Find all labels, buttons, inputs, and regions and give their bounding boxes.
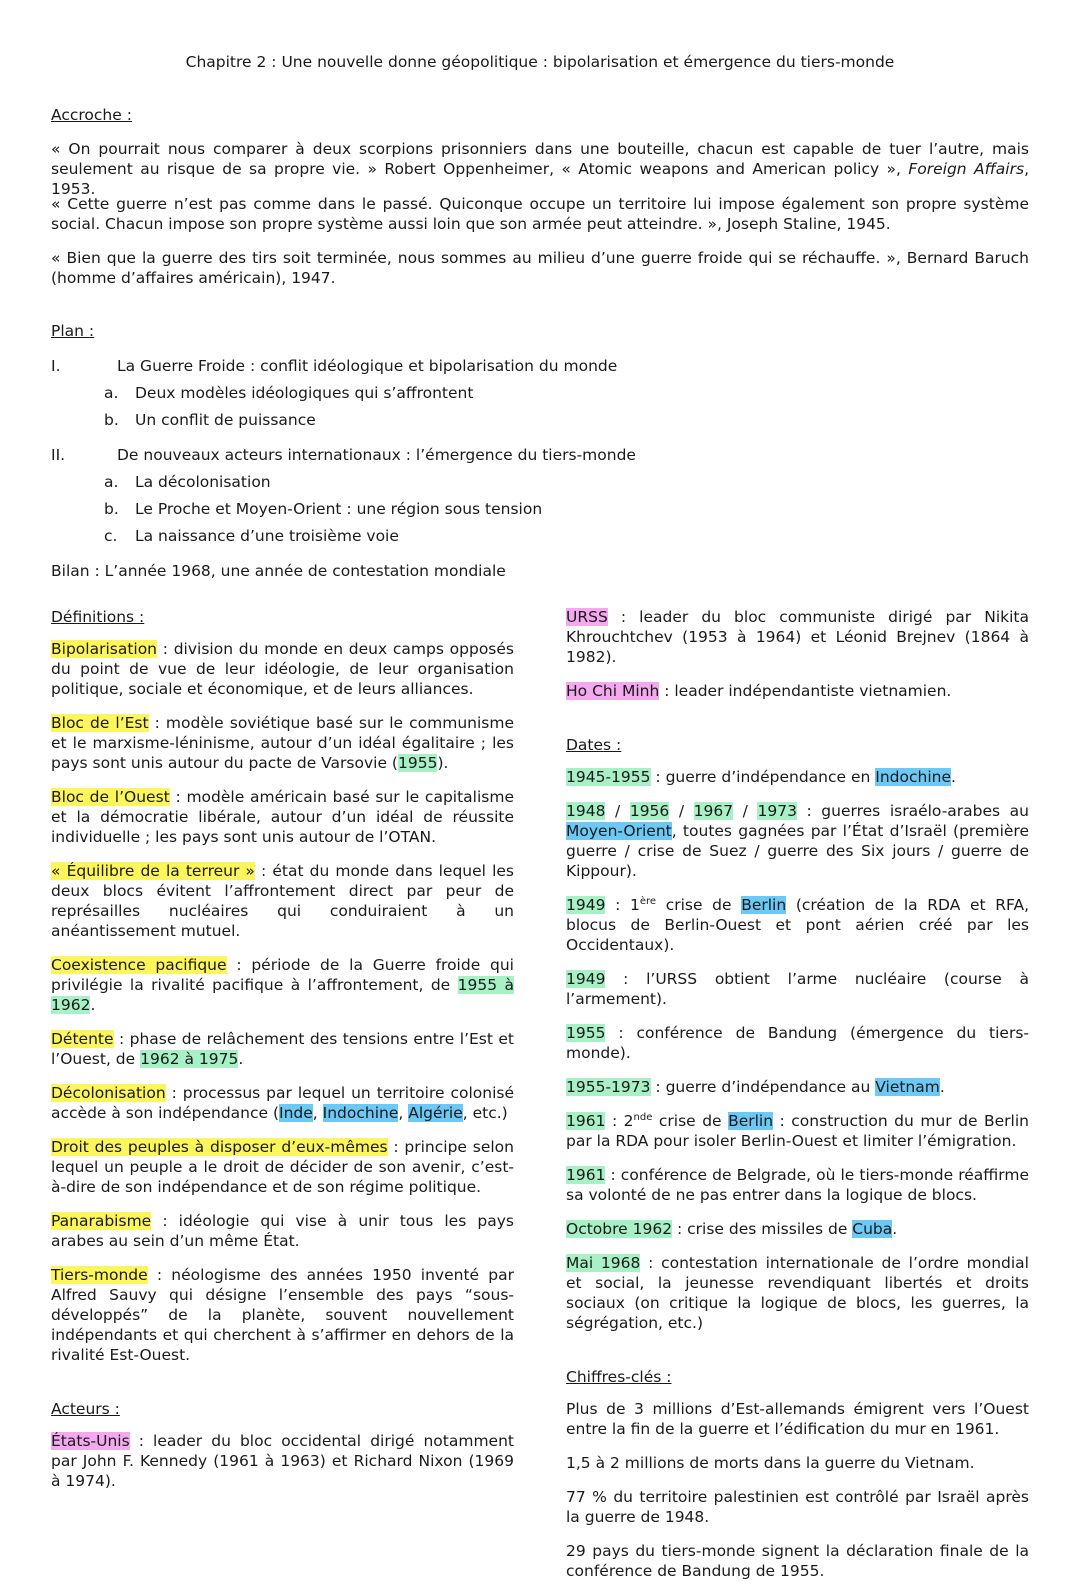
date-item: 1948 / 1956 / 1967 / 1973 : guerres israélo-arabes au Moyen-Orient, toutes gagnées par l’État d’Israël (première guerre / crise de Suez / guerre des Six jours / guerre de Kippour).	[566, 802, 1029, 880]
plan-part-num: II.	[51, 446, 66, 464]
date-highlight: 1961	[566, 1112, 606, 1130]
definition-item: Coexistence pacifique : période de la Guerre froide qui privilégie la rivalité pacifique à l’affrontement, de 1955 à 1962.	[51, 956, 515, 1014]
definition-item: Bipolarisation : division du monde en deux camps opposés du point de vue de leur idéologie, de leur organisation politique, sociale et économique, et de leurs alliances.	[51, 640, 514, 698]
plan-part-label: La Guerre Froide : conflit idéologique et bipolarisation du monde	[117, 357, 618, 375]
plan-part-num: I.	[51, 357, 61, 375]
date-item: 1961 : conférence de Belgrade, où le tiers-monde réaffirme sa volonté de ne pas entrer dans la logique de blocs.	[566, 1166, 1029, 1204]
date-highlight: 1973	[757, 802, 797, 820]
place-highlight: Vietnam	[875, 1078, 940, 1096]
plan-sub-letter: a.	[104, 473, 119, 491]
date-highlight: 1949	[566, 970, 606, 988]
date-item: 1949 : 1ère crise de Berlin (création de la RDA et RFA, blocus de Berlin-Ouest et pont aérien créé par les Occidentaux).	[566, 895, 1030, 954]
date-item: 1955-1973 : guerre d’indépendance au Vietnam.	[566, 1078, 945, 1096]
plan-bilan: Bilan : L’année 1968, une année de contestation mondiale	[51, 562, 506, 580]
date-highlight: Mai 1968	[566, 1254, 641, 1272]
date-item: 1945-1955 : guerre d’indépendance en Indochine.	[566, 768, 956, 786]
plan-sub-label: La naissance d’une troisième voie	[135, 527, 399, 545]
date-highlight: 1949	[566, 896, 606, 914]
accroche-heading: Accroche :	[51, 106, 132, 124]
actor-item: États-Unis : leader du bloc occidental dirigé notamment par John F. Kennedy (1961 à 1963) et Richard Nixon (1969 à 1974).	[51, 1432, 514, 1490]
date-highlight: 1961	[566, 1166, 606, 1184]
definition-term: Panarabisme	[51, 1212, 152, 1230]
place-highlight: Cuba	[852, 1220, 893, 1238]
plan-sub-label: Un conflit de puissance	[135, 411, 316, 429]
definition-item: Décolonisation : processus par lequel un territoire colonisé accède à son indépendance (Inde, Indochine, Algérie, etc.)	[51, 1084, 514, 1122]
definition-term: Bipolarisation	[51, 640, 158, 658]
date-item: Octobre 1962 : crise des missiles de Cuba.	[566, 1220, 898, 1238]
plan-heading: Plan :	[51, 322, 95, 340]
definition-item: Tiers-monde : néologisme des années 1950 inventé par Alfred Sauvy qui désigne l’ensemble des pays “sous-développés” de la planète, souvent nouvellement indépendants et qui cherchent à s’affirmer en dehors de la rivalité Est-Ouest.	[51, 1266, 514, 1364]
plan-sub-letter: b.	[104, 411, 119, 429]
date-highlight: 1967	[693, 802, 734, 820]
definition-item: Détente : phase de relâchement des tensions entre l’Est et l’Ouest, de 1962 à 1975.	[51, 1030, 514, 1068]
quote-staline: « Cette guerre n’est pas comme dans le passé. Quiconque occupe un territoire lui impose également son propre système social. Chacun impose son propre système aussi loin que son armée peut atteindre. », Joseph Staline, 1945.	[51, 195, 1029, 233]
plan-sub-letter: b.	[104, 500, 119, 518]
quote-baruch: « Bien que la guerre des tirs soit terminée, nous sommes au milieu d’une guerre froide qui se réchauffe. », Bernard Baruch (homme d’affaires américain), 1947.	[51, 249, 1029, 287]
date-item: Mai 1968 : contestation internationale de l’ordre mondial et social, la jeunesse revendiquant libertés et droits sociaux (on critique la logique de blocs, les guerres, la ségrégation, etc.)	[566, 1254, 1029, 1332]
actor-item: URSS : leader du bloc communiste dirigé par Nikita Khrouchtchev (1953 à 1964) et Léonid Brejnev (1864 à 1982).	[566, 608, 1029, 666]
actor-term: États-Unis	[51, 1432, 130, 1450]
date-item: 1955 : conférence de Bandung (émergence du tiers-monde).	[566, 1024, 1029, 1062]
definition-term: Décolonisation	[51, 1084, 166, 1102]
key-figure: 77 % du territoire palestinien est contrôlé par Israël après la guerre de 1948.	[566, 1488, 1029, 1526]
definition-term: Droit des peuples à disposer d’eux-mêmes	[51, 1138, 388, 1156]
definitions-heading: Définitions :	[51, 608, 145, 626]
key-figure: 29 pays du tiers-monde signent la déclaration finale de la conférence de Bandung de 1955.	[566, 1542, 1029, 1580]
actor-item: Ho Chi Minh : leader indépendantiste vietnamien.	[566, 682, 952, 700]
plan-sub-letter: a.	[104, 384, 119, 402]
date-highlight: 1945-1955	[566, 768, 651, 786]
plan-sub-letter: c.	[104, 527, 118, 545]
key-figure: Plus de 3 millions d’Est-allemands émigrent vers l’Ouest entre la fin de la guerre et l’édification du mur en 1961.	[566, 1400, 1029, 1438]
definition-item: Panarabisme : idéologie qui vise à unir tous les pays arabes au sein d’un même État.	[51, 1212, 514, 1250]
chiffres-heading: Chiffres-clés :	[566, 1368, 672, 1386]
date-highlight: 1955	[566, 1024, 606, 1042]
definition-term: Bloc de l’Est	[51, 714, 149, 732]
place-highlight: Inde	[279, 1104, 313, 1122]
date-highlight: Octobre 1962	[566, 1220, 673, 1238]
right-column	[566, 607, 1029, 1595]
place-highlight: Berlin	[741, 896, 787, 914]
date-highlight: 1962 à 1975	[140, 1050, 239, 1068]
date-highlight: 1955	[397, 754, 438, 772]
page-title: Chapitre 2 : Une nouvelle donne géopolitique : bipolarisation et émergence du tiers-monde	[185, 53, 895, 71]
plan-sub-label: La décolonisation	[135, 473, 271, 491]
date-item: 1949 : l’URSS obtient l’arme nucléaire (course à l’armement).	[566, 970, 1029, 1008]
definition-term: « Équilibre de la terreur »	[51, 862, 255, 880]
date-item: 1961 : 2nde crise de Berlin : construction du mur de Berlin par la RDA pour isoler Berlin-Ouest et limiter l’émigration.	[566, 1111, 1029, 1150]
place-highlight: Indochine	[322, 1104, 399, 1122]
definition-term: Tiers-monde	[51, 1266, 148, 1284]
left-column	[51, 607, 514, 1505]
date-highlight: 1955 à 1962	[51, 976, 515, 1014]
definition-term: Bloc de l’Ouest	[51, 788, 170, 806]
key-figure: 1,5 à 2 millions de morts dans la guerre du Vietnam.	[566, 1454, 975, 1472]
acteurs-heading: Acteurs :	[51, 1400, 120, 1418]
definition-item: « Équilibre de la terreur » : état du monde dans lequel les deux blocs évitent l’affrontement direct par peur de représailles nucléaires qui conduiraient à un anéantissement mutuel.	[51, 862, 514, 940]
definition-item: Droit des peuples à disposer d’eux-mêmes : principe selon lequel un peuple a le droit de décider de son avenir, c’est-à-dire de son indépendance et de son régime politique.	[51, 1138, 514, 1196]
dates-heading: Dates :	[566, 736, 622, 754]
actor-term: Ho Chi Minh	[566, 682, 660, 700]
place-highlight: Algérie	[408, 1104, 463, 1122]
actor-term: URSS	[566, 608, 608, 626]
definition-item: Bloc de l’Est : modèle soviétique basé sur le communisme et le marxisme-léninisme, autour d’un idéal égalitaire ; les pays sont unis autour du pacte de Varsovie (1955).	[51, 714, 514, 772]
date-highlight: 1948	[566, 802, 606, 820]
quote-source: Foreign Affairs	[908, 160, 1025, 178]
place-highlight: Moyen-Orient	[566, 822, 672, 840]
date-highlight: 1956	[629, 802, 670, 820]
place-highlight: Berlin	[728, 1112, 774, 1130]
plan-sub-label: Deux modèles idéologiques qui s’affrontent	[135, 384, 474, 402]
definition-term: Coexistence pacifique	[51, 956, 227, 974]
date-highlight: 1955-1973	[566, 1078, 651, 1096]
quote-oppenheimer: « On pourrait nous comparer à deux scorpions prisonniers dans une bouteille, chacun est capable de tuer l’autre, mais seulement au risque de sa propre vie. » Robert Oppenheimer, « Atomic weapons and American policy », Foreign Affairs, 1953.	[51, 140, 1029, 198]
definition-item: Bloc de l’Ouest : modèle américain basé sur le capitalisme et la démocratie libérale, autour d’un idéal de réussite individuelle ; les pays sont unis autour de l’OTAN.	[51, 788, 515, 846]
plan-sub-label: Le Proche et Moyen-Orient : une région sous tension	[135, 500, 543, 518]
definition-term: Détente	[51, 1030, 114, 1048]
plan-part-label: De nouveaux acteurs internationaux : l’émergence du tiers-monde	[117, 446, 636, 464]
place-highlight: Indochine	[875, 768, 952, 786]
